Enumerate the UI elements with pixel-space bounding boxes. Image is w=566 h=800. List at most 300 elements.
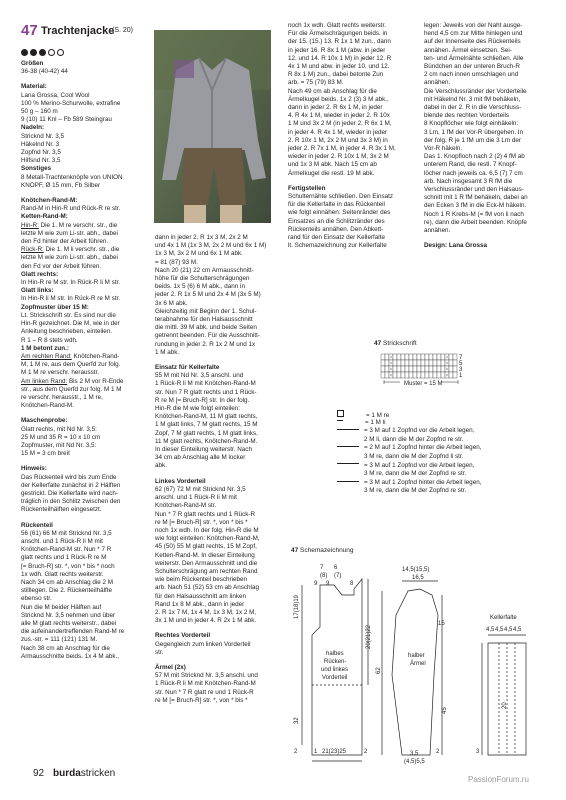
svg-text:Vorderteil: Vorderteil — [322, 675, 348, 681]
text-line: In Hin-R re M str. In Rück-R li M str. — [21, 279, 121, 287]
text-line: 1 M und 3x 2 M (in jeder 2. R 6x 1 M, — [288, 120, 392, 128]
legend-row — [337, 479, 481, 487]
text-line: letzte M wie zum Li-str. abh., dabei — [21, 229, 118, 237]
svg-text:(7): (7) — [334, 573, 342, 579]
svg-text:6: 6 — [334, 565, 338, 571]
text-line: In Hin-R li M str. In Rück-R re M str. — [21, 295, 121, 303]
chart-cell — [397, 366, 401, 372]
text-line: 25 M und 35 R = 10 x 10 cm — [21, 433, 101, 441]
text-line: Nach 34 cm ab Anschlag die 2 M — [21, 578, 114, 586]
row-number: 7 — [459, 355, 463, 361]
text-line: wie beim Rückenteil beschrieben — [155, 576, 248, 584]
svg-text:halber: halber — [408, 653, 425, 659]
text-line: rundung in jeder 2. R 1x 2 M und 1x — [155, 340, 256, 348]
text-line: 34 cm ab Anschlag alle M locker — [155, 454, 246, 462]
chart-cell — [417, 366, 421, 372]
chart-cell — [453, 354, 457, 360]
chart-cell — [409, 360, 413, 366]
text-line: 4x 1 M und abw. in jeder 10. und 12. — [288, 63, 390, 71]
chart-cell — [397, 354, 401, 360]
legend-text: 2 M li, dann die M der Zopfnd re str. — [364, 435, 464, 443]
svg-text:und linkes: und linkes — [321, 667, 349, 673]
text-line: 45 (50) 55 M glatt rechts, 15 M Zopf, — [155, 543, 257, 551]
text-line: Hin-R die M wie folgt einteilen: — [155, 405, 241, 413]
spacer — [155, 357, 280, 364]
text-line: 15 M = 3 cm breit — [21, 450, 70, 458]
section-heading: Glatt links: — [21, 287, 54, 295]
chart-cell — [421, 360, 425, 366]
text-line: für den Halsausschnitt am linken — [155, 592, 247, 600]
text-line: abk. — [155, 462, 167, 470]
chart-cell — [433, 354, 437, 360]
text-line: Nun * 7 R glatt rechts und 1 Rück-R — [155, 510, 256, 518]
text-line: annähen. Ärmel einsetzen. Sei- — [424, 46, 512, 54]
chart-cell — [401, 354, 405, 360]
svg-text:3: 3 — [476, 749, 480, 755]
section-heading: Material: — [21, 83, 47, 91]
chart-cell — [421, 354, 425, 360]
legend-row — [337, 487, 466, 495]
svg-text:(8): (8) — [320, 573, 328, 579]
text-line: 2. R 10x 1 M, 2x 2 M und 3x 3 M) in — [288, 136, 388, 144]
text-line: R 1 – R 8 stets wdh. — [21, 336, 78, 344]
text-line: 8 Metall-Trachtenknöpfe von UNION — [21, 173, 123, 181]
text-line: R 8x 1 M) zun., dabei betonte Zun — [288, 71, 384, 79]
text-line: Nach 49 cm ab Anschlag für die — [288, 87, 377, 95]
svg-text:2: 2 — [436, 749, 440, 755]
pattern-title: Trachtenjacke — [41, 25, 115, 37]
text-line: terabnahme für den Halsausschnitt — [155, 316, 253, 324]
text-line: 12. und 14. R 10x 1 M) in jeder 12. R — [288, 54, 392, 62]
chart-cell — [429, 372, 433, 378]
spacer — [155, 657, 280, 664]
watermark: PassionForum.ru — [468, 775, 529, 784]
chart-cell — [429, 354, 433, 360]
chart-cell — [429, 360, 433, 366]
text-line: annähen. — [424, 79, 451, 87]
chart-cell — [453, 366, 457, 372]
text-line: 11 M glatt rechts, Knötchen-Rand-M. — [155, 437, 258, 445]
legend-text: 3 M re, dann die M der Zopfnd re str. — [364, 487, 467, 495]
text-line: arb. Nach insgesamt 3 R fM die — [424, 177, 513, 185]
text-line: der 15. (15.) 13. R 1x 1 M zun., dann — [288, 38, 391, 46]
text-line: alle M glatt rechts weiterstr., dabei — [21, 620, 117, 627]
svg-text:Ärmel: Ärmel — [410, 661, 426, 667]
text-line: re verschr. herausstr., 1 M re, — [21, 393, 103, 401]
chart-cell — [381, 366, 385, 372]
chart-cell — [433, 360, 437, 366]
legend-text: 3 M re, dann die M der Zopfnd li str. — [364, 453, 464, 460]
legend-text: = 3 M auf 1 Zopfnd vor die Arbeit legen, — [364, 461, 475, 469]
chart-cell — [393, 360, 397, 366]
chart-cell — [453, 360, 457, 366]
text-line: Noch 1 R Krebs-M (= fM von li nach — [424, 210, 524, 218]
chart-cell — [441, 366, 445, 372]
text-line: Knötchen-Rand-M str. Nun * 7 R — [21, 546, 112, 554]
text-line: die mittl. 39 M abk. und beide Seiten — [155, 324, 257, 332]
section-heading: Nadeln: — [21, 124, 45, 132]
text-line: rand für den Einsatz der Kellerfalte — [288, 234, 385, 242]
spacer — [21, 76, 146, 83]
text-line: 8 Knopflöcher wie folgt einhäkeln: — [424, 120, 519, 128]
section-heading: Glatt rechts: — [21, 270, 59, 278]
chart-cell — [425, 372, 429, 378]
chart-cell — [425, 360, 429, 366]
text-line: ten- und Ärmelnähte schließen. Alle — [424, 54, 524, 62]
text-line: noch 1x wdh. Glatt rechts weiterstr. — [288, 22, 386, 29]
text-line: Gleichzeitig mit Beginn der 1. Schul- — [155, 307, 257, 315]
chart-cell — [405, 360, 409, 366]
svg-text:4,5: 4,5 — [495, 627, 504, 633]
text-line: Knötchen-Rand-M str. — [155, 502, 217, 510]
legend-row — [337, 419, 385, 427]
text-line: den Fd hinter der Arbeit führen. — [21, 238, 109, 246]
text-line: [= Bruch-R] str. *, von * bis * noch — [21, 562, 115, 570]
text-line: in jeder 16. R 8x 1 M (abw. in jeder — [288, 46, 386, 54]
text-line: re M [= Bruch-R] str. *, von * bis * — [155, 518, 248, 526]
difficulty-dot — [21, 49, 28, 56]
cable-symbol — [337, 446, 359, 447]
spacer — [155, 471, 280, 478]
text-line: arb. = 75 (79) 83 M. — [288, 79, 344, 87]
chart-cell — [433, 372, 437, 378]
text-line: = 81 (87) 93 M. — [155, 258, 198, 266]
text-line: Gegengleich zum linken Vorderteil — [155, 640, 251, 648]
text-line: Die Verschlussränder der Vorderteile — [424, 87, 527, 95]
chart-cell — [413, 366, 417, 372]
svg-text:8: 8 — [350, 581, 354, 587]
text-line: Rand-M in Hin-R und Rück-R re str. — [21, 205, 121, 213]
text-line: blende des rechten Vorderteils — [424, 112, 510, 120]
text-line: anschl. und 1 Rück-R li M mit — [21, 537, 103, 545]
text-line: M 1 M re verschr. herausstr. — [21, 369, 100, 377]
legend-text: = 1 M li — [365, 418, 386, 426]
text-line: zus.-str. = 111 (121) 131 M. — [21, 636, 98, 644]
text-line: noch 1x wdh. In der folg. Hin-R die M — [155, 526, 259, 534]
text-line: Stricknd Nr. 3,5 nehmen und über — [21, 611, 116, 619]
chart-cell — [405, 372, 409, 378]
text-line: dann in jeder 2. R 1x 3 M, 2x 2 M — [155, 234, 248, 241]
svg-text:2: 2 — [364, 749, 368, 755]
text-line: Nun die M beider Hälften auf — [21, 603, 102, 611]
cable-symbol — [337, 429, 359, 430]
svg-text:16,5: 16,5 — [412, 575, 424, 581]
text-line: Einsatzes an die Schlitzränder des — [288, 217, 385, 225]
chart-cell — [413, 372, 417, 378]
text-line: Häkelnd Nr. 3 — [21, 140, 60, 148]
svg-text:4,5: 4,5 — [486, 627, 495, 633]
chart-cell — [409, 372, 413, 378]
text-line: dabei in der 2. R in die Verschluss- — [424, 104, 522, 112]
svg-text:15: 15 — [438, 621, 445, 627]
text-line: gestrickt. Die Kellerfalte wird nach- — [21, 489, 118, 497]
text-line: unterem Rand, die restl. 7 Knopf- — [424, 161, 517, 169]
text-line: Zopf, 7 M glatt rechts, 1 M glatt links, — [155, 429, 258, 437]
text-line: 2. R 1x 7 M, 1x 4 M, 1x 3 M, 1x 2 M, — [155, 608, 257, 616]
text-line: wie folgt einteilen: Knötchen-Rand-M, — [155, 535, 260, 543]
spacer — [424, 235, 552, 242]
text-line: 1 M glatt links, 7 M glatt rechts, 15 M — [155, 421, 258, 429]
text-line: 62 (67) 72 M mit Stricknd Nr. 3,5 — [155, 485, 246, 493]
chart-cell — [393, 372, 397, 378]
legend-text: = 3 M auf 1 Zopfnd vor die Arbeit legen, — [364, 427, 475, 435]
svg-text:17(18)19: 17(18)19 — [294, 594, 300, 619]
text-line: 9 (10) 11 Knl – Fb 589 Steingrau — [21, 116, 112, 124]
section-heading: Sonstiges — [21, 165, 52, 173]
chart-cell — [385, 372, 389, 378]
text-line: für die Kellerfalte in das Rückenteil — [288, 201, 385, 209]
chart-cell — [413, 354, 417, 360]
text-line: den Ecken 3 fM in die Eck-M häkeln. — [424, 202, 527, 210]
svg-text:20(21)22: 20(21)22 — [366, 624, 372, 649]
text-line: Hin-R gezeichnet. Die M, wie in der — [21, 320, 120, 328]
text-line: und 4x 1 M (1x 3 M, 2x 2 M und 6x 1 M) — [155, 242, 267, 250]
text-line: Lana Grossa, Cool Wool — [21, 91, 90, 99]
legend-row — [337, 453, 463, 461]
text-line: Für die Ärmelschrägungen beids. in — [288, 30, 388, 38]
text-line: str., aus dem Querfd zur folg. M 1 M — [21, 385, 122, 393]
legend-row — [337, 436, 463, 444]
cable-symbol — [337, 481, 359, 482]
section-heading: 1 M betont zun.: — [21, 344, 69, 352]
text-line: die aufeinandertreffenden Rand-M re — [21, 628, 125, 636]
text-line: Knötchen-Rand-M, 11 M glatt rechts, — [155, 413, 258, 421]
column-instructions-4 — [424, 22, 552, 250]
text-line: R re M [= Bruch-R] str. In der folg. — [155, 396, 250, 404]
text-line: Knötchen-Rand-M. — [21, 402, 74, 410]
text-line: Rand 1x 8 M abk., dann in jeder — [155, 600, 245, 608]
chart-cell — [417, 372, 421, 378]
chart-cell — [409, 366, 413, 372]
text-line: str. Nun 7 R glatt rechts und 1 Rück- — [155, 388, 257, 396]
text-line: Ärmelkugel die restl. 19 M abk. — [288, 169, 375, 177]
row-number: 5 — [459, 361, 463, 367]
column-instructions-3 — [288, 22, 416, 250]
column-materials — [21, 60, 146, 661]
chart-cell — [385, 360, 389, 366]
legend-text: 3 M re, dann die M der Zopfnd re str. — [364, 470, 467, 478]
page-number: 92 — [33, 768, 45, 779]
text-line: 56 (61) 66 M mit Stricknd Nr. 3,5 — [21, 529, 112, 537]
text-line: höhe für die Schulterschrägungen — [155, 275, 250, 283]
chart-cell — [401, 360, 405, 366]
text-line: Hilfsnd Nr. 3,5 — [21, 157, 61, 165]
text-line: Am linken Rand: Bis 2 M vor R-Ende — [21, 377, 124, 385]
chart-cell — [405, 354, 409, 360]
chart-cell — [393, 354, 397, 360]
text-line: Am rechten Rand: Knötchen-Rand- — [21, 352, 120, 360]
text-line: in jeder 4. R 4x 1 M, wieder in jeder — [288, 128, 388, 136]
legend-text: = 3 M auf 1 Zopfnd hinter die Arbeit legen, — [364, 478, 482, 486]
svg-text:32: 32 — [294, 717, 300, 724]
chart-cell — [417, 360, 421, 366]
text-line: jeder 2. R 7x 1 M, in jeder 4. R 3x 1 M, — [288, 145, 396, 153]
text-line: 2 cm nach innen umschlagen und — [424, 71, 519, 79]
text-line: stilllegen. Die 2. Rückenteilhälfte — [21, 587, 113, 595]
knit-symbol — [337, 410, 344, 417]
difficulty-rating — [21, 43, 66, 61]
svg-text:9: 9 — [326, 581, 330, 587]
text-line: mit Häkelnd Nr. 3 mit fM behäkeln, — [424, 95, 521, 103]
text-line: Bündchen an der unteren Bruch-R — [424, 63, 520, 71]
text-line: anschl. und 1 Rück-R li M mit — [155, 494, 237, 502]
column-instructions-2 — [155, 234, 280, 705]
text-line: 50 g – 160 m — [21, 108, 58, 116]
schematic-drawing — [290, 555, 560, 765]
text-line: 1x wdh. Glatt rechts weiterstr. — [21, 570, 104, 578]
text-line: träglich in den Schlitz zwischen den — [21, 498, 121, 506]
text-line: wie folgt einnähen: Seitenränder des — [288, 209, 391, 217]
chart-cell — [429, 366, 433, 372]
text-line: Schulternähte schließen. Den Einsatz — [288, 193, 394, 201]
chart-cell — [437, 360, 441, 366]
chart-cell — [437, 366, 441, 372]
legend-text: = 1 M re — [366, 412, 390, 419]
text-line: beids. 1x 5 (6) 6 M abk., dann in — [155, 283, 245, 291]
text-line: auf der Innenseite des Rückenteils — [424, 38, 521, 46]
svg-text:14,5(15,5): 14,5(15,5) — [402, 567, 430, 573]
text-line: und 1x 3 M abk. Nach 15 cm ab — [288, 161, 377, 169]
section-heading: Einsatz für Kellerfalte — [155, 364, 220, 372]
section-heading: Ketten-Rand-M: — [21, 213, 68, 221]
legend-text: = 2 M auf 1 Zopfnd hinter die Arbeit legen, — [364, 444, 482, 452]
section-heading: Maschenprobe: — [21, 417, 68, 425]
chart-cell — [421, 366, 425, 372]
difficulty-dot — [48, 49, 55, 56]
text-line: Rückenteilhälften eingesetzt. — [21, 506, 102, 514]
section-heading: Rückenteil — [21, 521, 53, 529]
svg-text:4,5: 4,5 — [513, 627, 522, 633]
chart-cell — [381, 372, 385, 378]
text-line: Anleitung beschrieben, einteilen. — [21, 328, 113, 336]
chart-cell — [381, 360, 385, 366]
text-line: weiterstr. Den Armausschnitt und die — [155, 559, 258, 567]
text-line: str. — [155, 648, 164, 656]
chart-cell — [397, 372, 401, 378]
model-photo — [154, 30, 271, 223]
text-line: Glatt rechts, mit Nd Nr. 3,5: — [21, 425, 97, 433]
section-heading: Design: Lana Grossa — [424, 242, 487, 250]
text-line: ebenso str. — [21, 595, 52, 603]
chart-cell — [437, 372, 441, 378]
text-line: Ketten-Rand-M. In dieser Einteilung — [155, 551, 255, 559]
schema-caption: 47 Schemazeichnung — [291, 547, 354, 554]
difficulty-dot — [39, 49, 46, 56]
section-heading: Größen — [21, 60, 44, 67]
purl-symbol — [337, 420, 343, 421]
chart-caption: 47 Strickschrift — [374, 340, 417, 347]
svg-text:4,5: 4,5 — [504, 627, 513, 633]
chart-cell — [453, 372, 457, 378]
text-line: wieder in jeder 2. R 10x 1 M, 3x 2 M — [288, 153, 389, 161]
cable-symbol — [337, 463, 359, 464]
page-reference: (S. 20) — [112, 27, 134, 34]
text-line: Vor-R häkeln. — [424, 145, 463, 153]
text-line: Zopfnd Nr. 3,5 — [21, 149, 61, 157]
section-heading: Knötchen-Rand-M: — [21, 197, 78, 205]
knitting-chart — [376, 350, 471, 390]
text-line: der Kellerfalte zunächst in 2 Hälften — [21, 481, 121, 489]
chart-cell — [385, 366, 389, 372]
chart-cell — [397, 360, 401, 366]
svg-text:21(23)25: 21(23)25 — [322, 749, 347, 755]
section-heading: Linkes Vorderteil — [155, 477, 206, 485]
svg-text:3,5: 3,5 — [410, 751, 419, 757]
chart-cell — [393, 366, 397, 372]
text-line: 1 Rück-R li M mit Knötchen-Rand-M — [155, 380, 256, 388]
text-line: annähen. — [424, 227, 451, 235]
text-line: jeder 2. R 1x 5 M und 2x 4 M (3x 5 M) — [155, 291, 261, 299]
text-line: Zopfmuster, mit Nd Nr. 3,5: — [21, 441, 97, 449]
chart-cell — [449, 360, 453, 366]
svg-text:1: 1 — [314, 749, 318, 755]
text-line: 57 M mit Stricknd Nr. 3,5 anschl. und — [155, 672, 258, 680]
text-line: letzte M wie zum Li-str. abh., dabei — [21, 254, 118, 262]
spacer — [21, 458, 146, 465]
chart-cell — [409, 354, 413, 360]
text-line: Nach 38 cm ab Anschlag für die — [21, 644, 110, 652]
text-line: 55 M mit Nd Nr. 3,5 anschl. und — [155, 372, 244, 380]
text-line: 4. R 4x 1 M, wieder in jeder 2. R 10x — [288, 112, 390, 120]
chart-cell — [425, 354, 429, 360]
svg-text:Rücken-: Rücken- — [324, 659, 347, 665]
chart-cell — [449, 372, 453, 378]
difficulty-dot — [30, 49, 37, 56]
text-line: KNOPF, Ø 15 mm, Fb Silber — [21, 181, 101, 189]
svg-text:2: 2 — [294, 749, 298, 755]
text-line: Armausschnitte beids. 1x 4 M abk., — [21, 652, 119, 660]
svg-text:45: 45 — [442, 707, 448, 714]
text-line: 100 % Merino-Schurwolle, extrafine — [21, 99, 121, 107]
text-line: 3x 1 M und in jeder 4. R 2x 1 M abk. — [155, 617, 257, 625]
text-line: Das Rückenteil wird bis zum Ende — [21, 473, 117, 481]
spacer — [288, 178, 416, 185]
text-line: arb. Nach 51 (52) 53 cm ab Anschlag — [155, 584, 259, 592]
text-line: Schulterschrägung am rechten Rand — [155, 567, 258, 575]
legend-row — [337, 444, 481, 452]
text-line: Verschlussränder und den Halsaus- — [424, 186, 524, 194]
row-number: 3 — [459, 367, 463, 373]
svg-text:(4,5)5,5: (4,5)5,5 — [404, 759, 425, 765]
pattern-label: Muster = 15 M — [404, 381, 443, 387]
text-line: getrennt beenden. Für die Ausschnitt- — [155, 332, 261, 340]
row-number: 1 — [459, 373, 463, 379]
chart-cell — [405, 366, 409, 372]
text-line: 36-38 (40-42) 44 — [21, 68, 68, 76]
text-line: lt. Schemazeichnung zur Kellerfalte — [288, 242, 387, 250]
chart-cell — [449, 354, 453, 360]
sleeve-outline — [392, 589, 438, 755]
spacer — [21, 190, 146, 197]
chart-cell — [441, 354, 445, 360]
svg-text:7: 7 — [320, 565, 324, 571]
section-heading: Hinweis: — [21, 465, 47, 473]
text-line: 1x 3 M, 3x 2 M und 6x 1 M abk. — [155, 250, 243, 258]
text-line: löcher nach jeweils ca. 6,5 (7) 7 cm — [424, 169, 523, 177]
text-line: M, 1 M re, aus dem Querfd zur folg. — [21, 361, 121, 369]
svg-text:62: 62 — [376, 667, 382, 674]
chart-cell — [437, 354, 441, 360]
text-line: In dieser Einteilung weiterstr. Nach — [155, 446, 252, 454]
chart-cell — [381, 354, 385, 360]
difficulty-dot — [57, 49, 64, 56]
spacer — [155, 625, 280, 632]
text-line: hend 4,5 cm zur Mitte hinlegen und — [424, 30, 523, 38]
section-heading: Rechtes Vorderteil — [155, 632, 211, 640]
text-line: Ärmelkugel beids. 1x 2 (3) 3 M abk., — [288, 95, 389, 103]
legend-row — [337, 427, 474, 435]
text-line: re), dann die Arbeit beenden. Knöpfe — [424, 218, 527, 226]
